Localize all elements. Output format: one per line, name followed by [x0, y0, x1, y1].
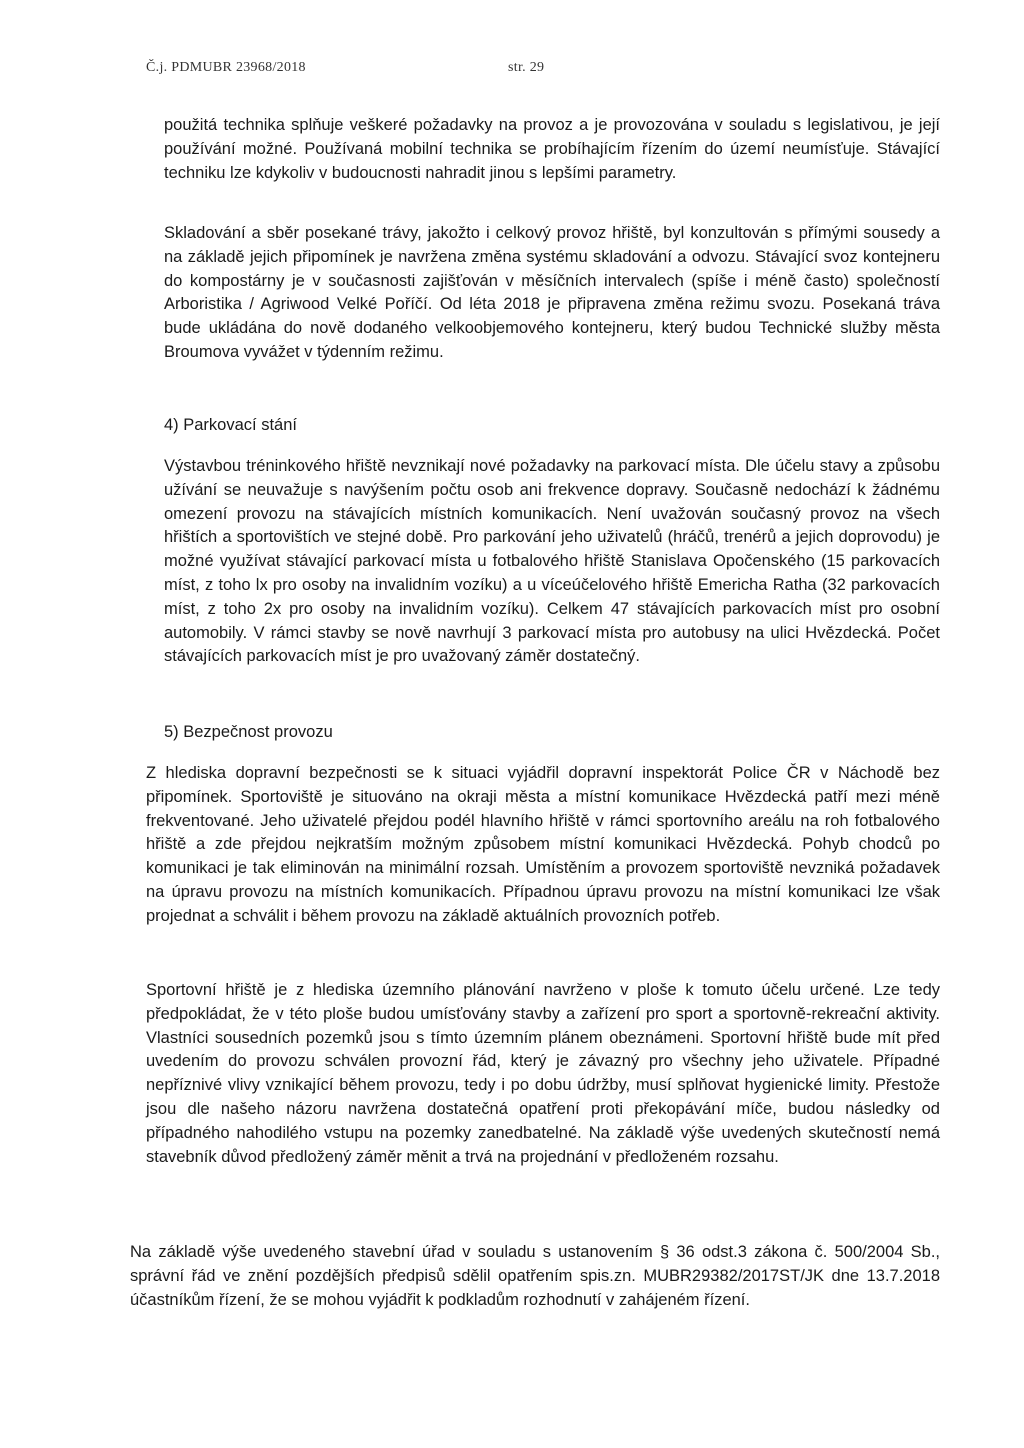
page-number: str. 29 [508, 60, 545, 75]
paragraph-zoning: Sportovní hřiště je z hlediska územního plánování navrženo v ploše k tomuto účelu určené. Lze tedy předpokládat, že v této ploše budou umísťovány stavby a zařízení pro sport a sportovně-rekreační aktivity. Vlastníci sousedních pozemků jsou s tímto územním plánem obeznámeni. Sportovní hřiště bude mít před uvedením do provozu schválen provozní řád, který je závazný pro všechny jeho uživatele. Případné nepříznivé vlivy vznikající během provozu, tedy i po dobu údržby, musí splňovat hygienické limity. Přestože jsou dle našeho názoru navržena dostatečná opatření proti překopávání míče, budou následky od případného nahodilého vstupu na pozemky zanedbatelné. Na základě výše uvedených skutečností nemá stavebník důvod předložený záměr měnit a trvá na projednání v předloženém rozsahu. [146, 981, 940, 1166]
paragraph-parking: Výstavbou tréninkového hřiště nevznikají nové požadavky na parkovací místa. Dle účelu stavy a způsobu užívání se neuvažuje s navýšením počtu osob ani frekvence dopravy. Současně nedochází k žádnému omezení provozu na stávajících místních komunikacích. Není uvažován současný provoz na všech hřištích a sportovištích ve stejné době. Pro parkování jeho uživatelů (hráčů, trenérů a jejich doprovodu) je možné využívat stávající parkovací místa u fotbalového hřiště Stanislava Opočenského (15 parkovacích míst, z toho lx pro osoby na invalidním vozíku) a u víceúčelového hřiště Emericha Ratha (32 parkovacích míst, z toho 2x pro osoby na invalidním vozíku). Celkem 47 stávajících parkovacích míst pro osobní automobily. V rámci stavby se nově navrhují 3 parkovací místa pro autobusy na ulici Hvězdecká. Počet stávajících parkovacích míst je pro uvažovaný záměr dostatečný. [164, 457, 940, 666]
paragraph-conclusion: Na základě výše uvedeného stavební úřad v souladu s ustanovením § 36 odst.3 zákona č. 500/2004 Sb., správní řád ve znění pozdějších předpisů sdělil opatřením spis.zn. MUBR29382/2017ST/JK dne 13.7.2018 účastníkům řízení, že se mohou vyjádřit k podkladům rozhodnutí v zahájeném řízení. [130, 1243, 940, 1309]
paragraph-traffic-safety: Z hlediska dopravní bezpečnosti se k situaci vyjádřil dopravní inspektorát Police ČR v Náchodě bez připomínek. Sportoviště je situováno na okraji města a místní komunikace Hvězdecká patří mezi méně frekventované. Jeho uživatelé přejdou podél hlavního hřiště v rámci sportovního areálu na roh fotbalového hřiště a zde přejdou nejkratším možným způsobem místní komunikaci Hvězdecká. Pohyb chodců po komunikaci je tak eliminován na minimální rozsah. Umístěním a provozem sportoviště nevzniká požadavek na úpravu provozu na místních komunikacích. Případnou úpravu provozu na místní komunikaci lze však projednat a schválit i během provozu na základě aktuálních provozních potřeb. [146, 764, 940, 925]
section-heading-safety: 5) Bezpečnost provozu [164, 723, 333, 741]
paragraph-technology: použitá technika splňuje veškeré požadavky na provoz a je provozována v souladu s legislativou, je její používání možné. Používaná mobilní technika se probíhajícím řízením do území neumísťuje. Stávající techniku lze kdykoliv v budoucnosti nahradit jinou s lepšími parametry. [164, 116, 940, 182]
reference-number: Č.j. PDMUBR 23968/2018 [146, 60, 306, 75]
section-heading-parking: 4) Parkovací stání [164, 416, 297, 434]
paragraph-grass-storage: Skladování a sběr posekané trávy, jakožto i celkový provoz hřiště, byl konzultován s přímými sousedy a na základě jejich připomínek je navržena změna systému skladování a odvozu. Stávající svoz kontejneru do kompostárny je v současnosti zajišťován v měsíčních intervalech (spíše i méně často) společností Arboristika / Agriwood Velké Poříčí. Od léta 2018 je připravena změna režimu svozu. Posekaná tráva bude ukládána do nově dodaného velkoobjemového kontejneru, který budou Technické služby města Broumova vyvážet v týdenním režimu. [164, 224, 940, 361]
